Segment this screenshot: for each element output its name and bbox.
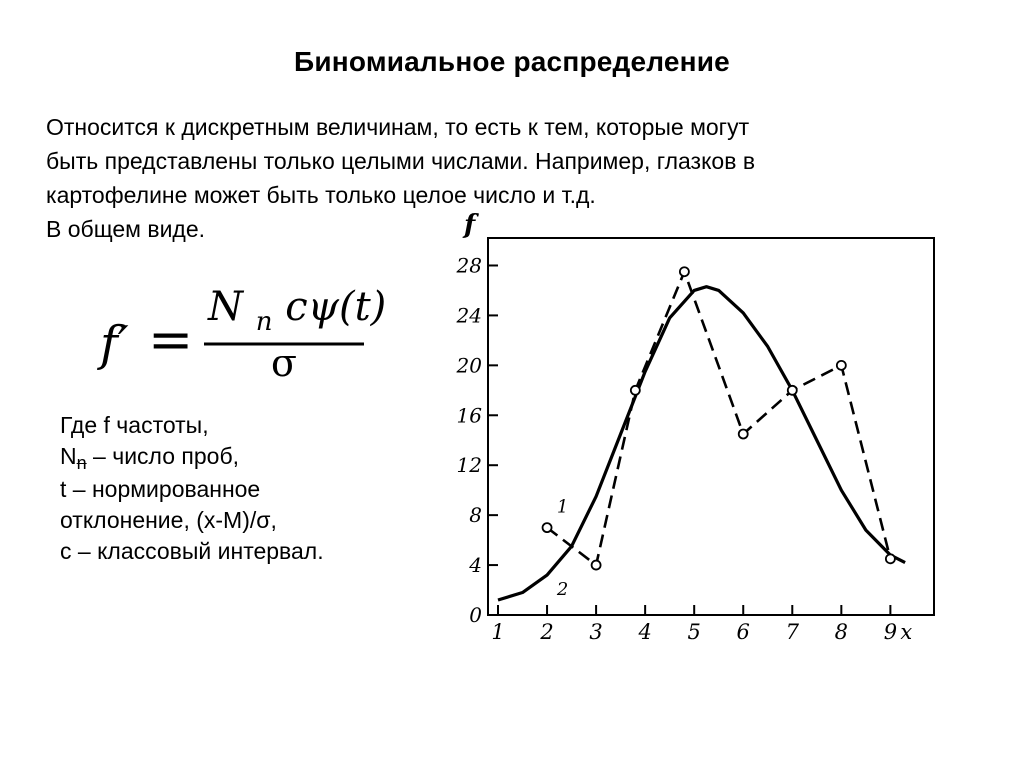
x-tick-label: 5: [687, 620, 701, 644]
intro-line: быть представлены только целыми числами. Например, глазков в: [46, 148, 756, 174]
binomial-chart: [448, 205, 948, 665]
binomial-formula: [96, 272, 396, 382]
formula-denominator: σ: [271, 341, 297, 382]
x-tick-label: 2: [540, 620, 554, 644]
plot-frame: [488, 238, 934, 615]
x-tick-label: 7: [785, 620, 799, 644]
y-tick-label: 20: [456, 353, 482, 378]
x-tick-label: 4: [638, 620, 652, 644]
axis-ticks: [456, 253, 913, 644]
def-n-sub: n: [76, 453, 87, 473]
y-tick-label: 0: [469, 603, 482, 627]
intro-line: картофелине может быть только целое число и т.д.: [46, 182, 596, 208]
intro-line: Относится к дискретным величинам, то есть к тем, которые могут: [46, 114, 750, 140]
series-1-label: 1: [556, 496, 569, 518]
x-tick-label: 6: [736, 620, 750, 644]
series-1-point: [837, 361, 846, 370]
formula-equals: =: [148, 308, 194, 371]
series-1-point: [543, 523, 552, 532]
y-tick-label: 28: [456, 253, 482, 278]
y-tick-label: 16: [456, 403, 482, 428]
series-1-line: [547, 272, 890, 565]
x-tick-label: 9: [883, 620, 898, 644]
y-tick-label: 8: [469, 503, 482, 528]
formula-n-sub: n: [255, 307, 273, 337]
y-tick-label: 12: [456, 453, 482, 478]
x-tick-label: 8: [834, 620, 849, 644]
def-t: t – нормированное: [60, 476, 261, 502]
x-tick-label: 1: [491, 620, 505, 644]
intro-line: В общем виде.: [46, 216, 206, 242]
definitions: [60, 410, 324, 567]
series-1-point: [788, 386, 797, 395]
formula-numerator: [207, 284, 386, 340]
formula-rest: cψ(t): [285, 284, 387, 330]
def-t2: отклонение, (x-M)/σ,: [60, 507, 277, 533]
x-axis-label: x: [900, 620, 913, 644]
y-tick-label: 24: [456, 303, 482, 328]
x-tick-label: 3: [589, 620, 603, 644]
series-1-point: [680, 267, 689, 276]
def-n-prefix: N: [60, 443, 77, 469]
y-tick-label: 4: [469, 553, 482, 578]
series-2-label: 2: [556, 579, 569, 601]
def-c: c – классовый интервал.: [60, 538, 324, 564]
def-f: Где f частоты,: [60, 412, 209, 438]
y-axis-label: f: [464, 210, 476, 240]
def-n: [60, 441, 324, 474]
def-n-rest: – число проб,: [86, 443, 240, 469]
series-1-point: [886, 554, 895, 563]
chart-series: [498, 267, 905, 600]
formula-n: N: [208, 284, 243, 330]
series-1-point: [631, 386, 640, 395]
series-1-point: [739, 430, 748, 439]
formula-lhs: f′: [100, 316, 129, 372]
series-1-point: [592, 561, 601, 570]
page-title: Биномиальное распределение: [294, 46, 730, 77]
series-2-line: [498, 287, 905, 600]
